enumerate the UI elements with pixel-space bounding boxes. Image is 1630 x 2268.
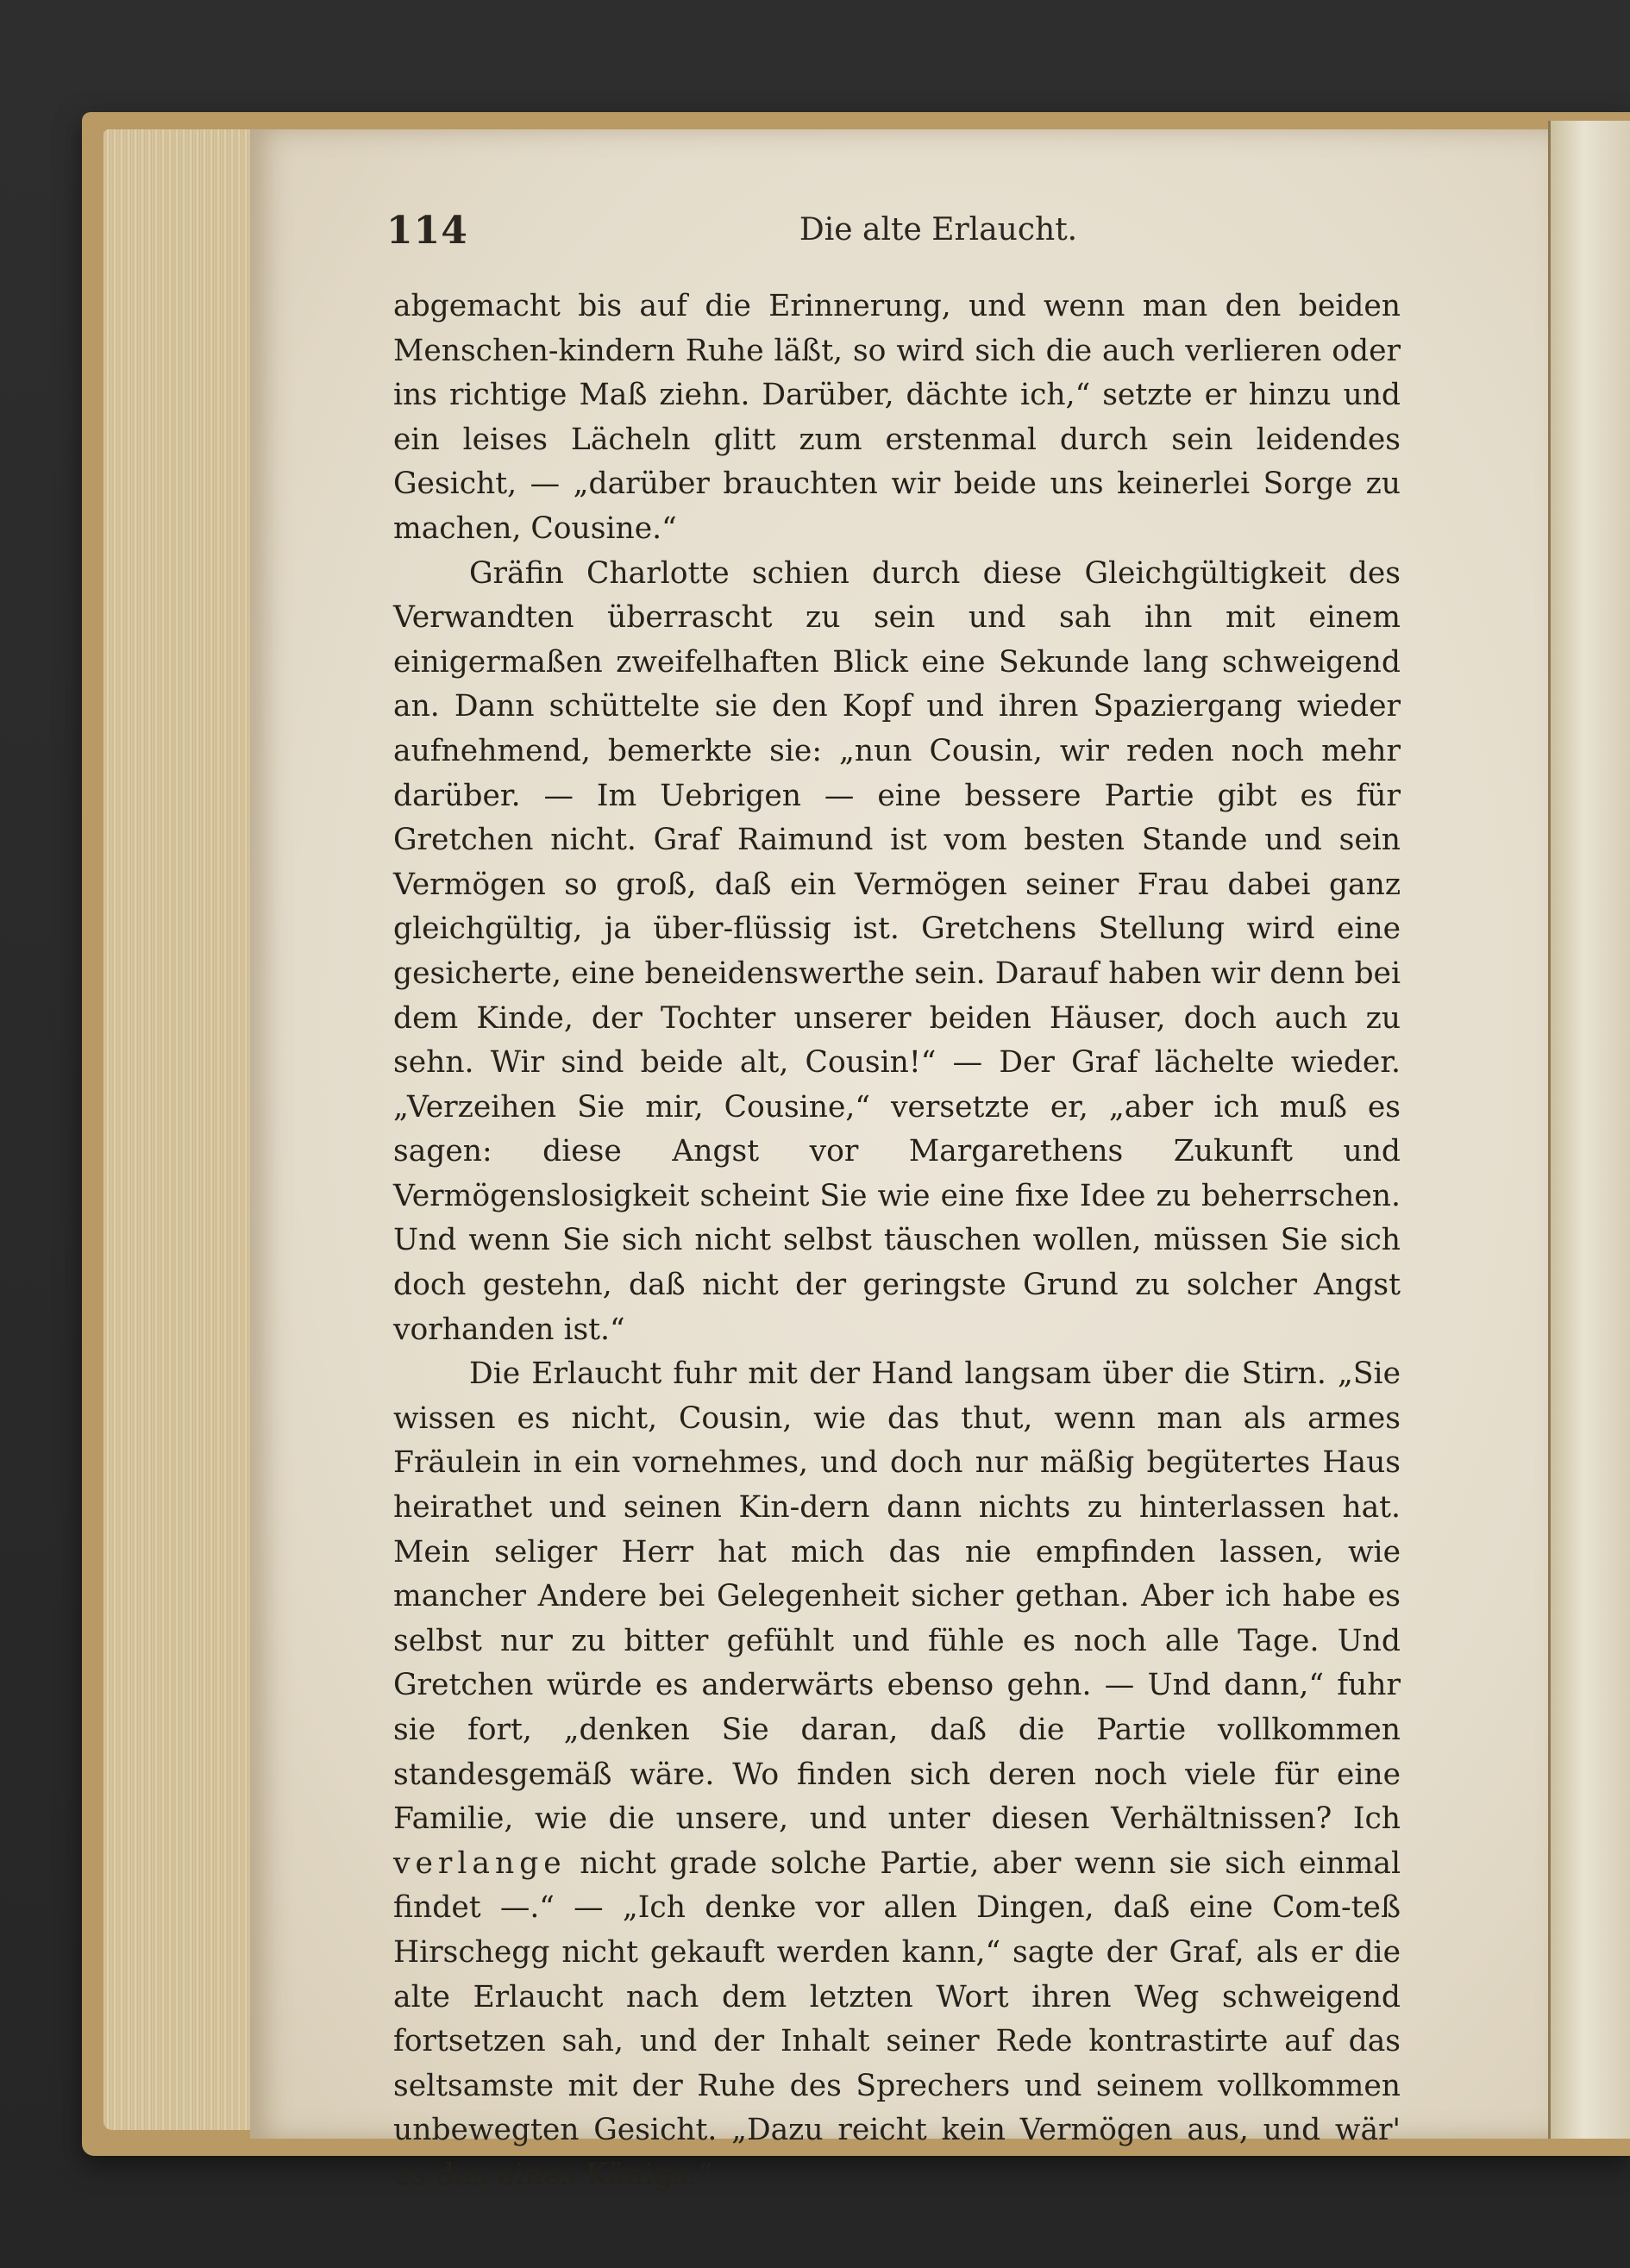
facing-page-edge [1548,121,1630,2139]
paragraph-3-part-2: nicht grade solche Partie, aber wenn sie sich einmal findet —.“ — „Ich denke vor allen Dingen, daß eine Com-teß Hirschegg nicht gekauft werden kann,“ sagte der Graf, als er die alte Erlaucht nach dem letzten Wort ihren Weg schweigend fortsetzen sah, und der Inhalt seiner Rede kontrastirte auf das seltsamste mit der Ruhe des Sprechers und seinem vollkommen unbewegten Gesicht. „Dazu reicht kein Vermögen aus, und wär' es das eines Königs.“ [393,1845,1401,2192]
body-text [393,285,1401,2198]
running-title: Die alte Erlaucht. [799,212,1078,247]
page-number: 114 [386,209,468,253]
paragraph-1: abgemacht bis auf die Erinnerung, und wenn man den beiden Menschen-kindern Ruhe läßt, so wird sich die auch verlieren oder ins richtige Maß ziehn. Darüber, dächte ich,“ setzte er hinzu und ein leises Lächeln glitt zum erstenmal durch sein leidendes Gesicht, — „darüber brauchten wir beide uns keinerlei Sorge zu machen, Cousine.“ [393,289,1401,546]
paragraph-2: Gräfin Charlotte schien durch diese Gleichgültigkeit des Verwandten überrascht zu sein und sah ihn mit einem einigermaßen zweifelhaften Blick eine Sekunde lang schweigend an. Dann schüttelte sie den Kopf und ihren Spaziergang wieder aufnehmend, bemerkte sie: „nun Cousin, wir reden noch mehr darüber. — Im Uebrigen — eine bessere Partie gibt es für Gretchen nicht. Graf Raimund ist vom besten Stande und sein Vermögen so groß, daß ein Vermögen seiner Frau dabei ganz gleichgültig, ja über-flüssig ist. Gretchens Stellung wird eine gesicherte, eine beneidenswerthe sein. Darauf haben wir denn bei dem Kinde, der Tochter unserer beiden Häuser, doch auch zu sehn. Wir sind beide alt, Cousin!“ — Der Graf lächelte wieder. „Verzeihen Sie mir, Cousine,“ versetzte er, „aber ich muß es sagen: diese Angst vor Margarethens Zukunft und Vermögenslosigkeit scheint Sie wie eine fixe Idee zu beherrschen. Und wenn Sie sich nicht selbst täuschen wollen, müssen Sie sich doch gestehn, daß nicht der geringste Grund zu solcher Angst vorhanden ist.“ [393,555,1401,1347]
paragraph-3 [393,1352,1401,2197]
page-header [386,209,1387,269]
emphasized-word: verlange [393,1845,567,1881]
page-edges [103,129,250,2130]
paragraph-3-part-1: Die Erlaucht fuhr mit der Hand langsam über die Stirn. „Sie wissen es nicht, Cousin, wie das thut, wenn man als armes Fräulein in ein vornehmes, und doch nur mäßig begütertes Haus heirathet und seinen Kin-dern dann nichts zu hinterlassen hat. Mein seliger Herr hat mich das nie empfinden lassen, wie mancher Andere bei Gelegenheit sicher gethan. Aber ich habe es selbst nur zu bitter gefühlt und fühle es noch alle Tage. Und Gretchen würde es anderwärts ebenso gehn. — Und dann,“ fuhr sie fort, „denken Sie daran, daß die Partie vollkommen standesgemäß wäre. Wo finden sich deren noch viele für eine Familie, wie die unsere, und unter diesen Verhältnissen? Ich [393,1356,1401,1837]
